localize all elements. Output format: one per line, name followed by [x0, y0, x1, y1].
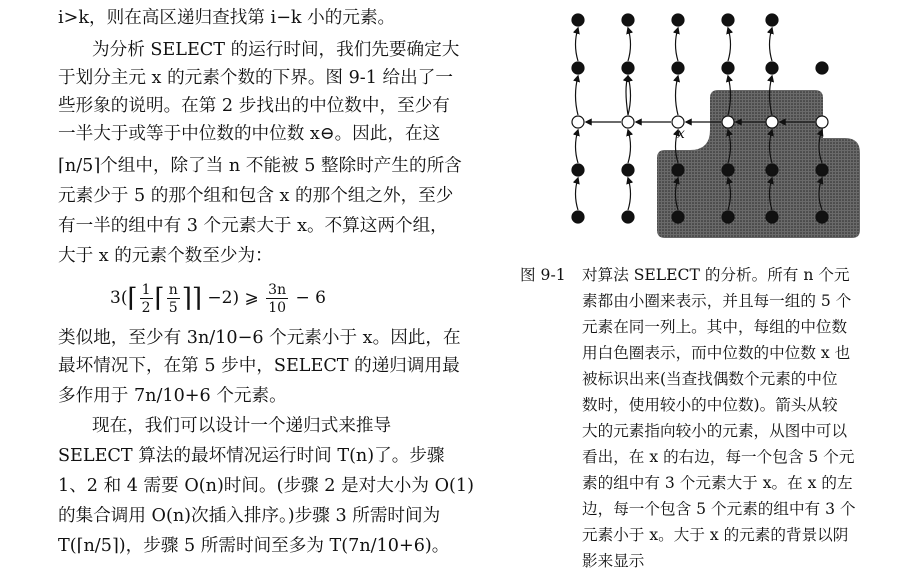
group-median-node — [572, 116, 584, 128]
median-of-medians-label: x — [677, 126, 685, 142]
element-node — [722, 211, 734, 223]
element-node — [722, 14, 734, 26]
comparison-arrow — [676, 76, 679, 115]
text-line: i>k，则在高区递归查找第 i−k 小的元素。 — [58, 8, 396, 28]
element-node — [572, 164, 584, 176]
comparison-arrow — [676, 28, 679, 61]
comparison-arrow — [770, 28, 773, 61]
element-node — [672, 62, 684, 74]
element-node — [572, 14, 584, 26]
group-median-node — [766, 116, 778, 128]
fraction-numerator: 3n — [268, 281, 287, 298]
group-median-node — [622, 116, 634, 128]
text-line: 1、2 和 4 需要 O(n)时间。(步骤 2 是对大小为 O(1) — [58, 476, 474, 496]
text-line: 有一半的组中有 3 个元素大于 x。不算这两个组， — [58, 216, 448, 236]
comparison-arrow — [576, 178, 579, 210]
group-median-node — [722, 116, 734, 128]
caption-line: 大的元素指向较小的元素，从图中可以 — [582, 422, 848, 440]
select-analysis-figure — [560, 10, 904, 260]
caption-line: 被标识出来(当查找偶数个元素的中位 — [582, 370, 838, 388]
text-line: 多作用于 7n/10+6 个元素。 — [58, 386, 287, 406]
caption-line: 影来显示 — [582, 552, 645, 570]
element-node — [622, 211, 634, 223]
caption-line: 素都由小圈来表示，并且每一组的 5 个 — [582, 292, 852, 310]
element-node — [572, 62, 584, 74]
greater-than-x-shaded-region — [657, 90, 860, 238]
element-node — [672, 164, 684, 176]
text-line: 于划分主元 x 的元素个数的下界。图 9-1 给出了一 — [58, 68, 453, 88]
element-node — [766, 62, 778, 74]
text-line: 为分析 SELECT 的运行时间，我们先要确定大 — [92, 40, 460, 60]
text-line: T(⌈n/5⌉)，步骤 5 所需时间至多为 T(7n/10+6)。 — [58, 536, 450, 556]
caption-label: 图 9-1 — [520, 266, 566, 284]
comparison-arrow — [626, 76, 628, 115]
element-node — [816, 164, 828, 176]
lower-bound-formula — [110, 276, 440, 320]
comparison-arrow — [576, 28, 579, 61]
comparison-arrow — [576, 130, 579, 163]
text-line: 元素少于 5 的那个组和包含 x 的那个组之外，至少 — [58, 186, 454, 206]
caption-line: 看出，在 x 的右边，每一个包含 5 个元 — [582, 448, 855, 466]
caption-line: 边，每一个包含 5 个元素的组中有 3 个 — [582, 500, 856, 518]
element-grid-diagram — [560, 10, 904, 260]
formula-rhs-tail: − 6 — [295, 288, 326, 308]
ceil-open-bracket: ⌈ — [127, 283, 138, 314]
comparison-arrow — [728, 28, 731, 61]
comparison-arrow — [576, 76, 579, 115]
element-node — [766, 211, 778, 223]
element-node — [622, 164, 634, 176]
caption-line: 素的组中有 3 个元素大于 x。在 x 的左 — [582, 474, 853, 492]
text-line: 的集合调用 O(n)次插入排序。)步骤 3 所需时间为 — [58, 506, 441, 526]
element-node — [816, 62, 828, 74]
text-line: 类似地，至少有 3n/10−6 个元素小于 x。因此，在 — [58, 328, 461, 348]
ceil-close-bracket: ⌉⌉ — [181, 283, 203, 314]
fraction-3n-over-10 — [266, 283, 288, 315]
ceil-open-bracket: ⌈ — [154, 283, 165, 314]
element-node — [766, 164, 778, 176]
fraction-denominator: 5 — [168, 299, 178, 316]
formula-lead: 3( — [110, 288, 128, 308]
text-line: 现在，我们可以设计一个递归式来推导 — [92, 416, 392, 436]
text-line: 些形象的说明。在第 2 步找出的中位数中，至少有 — [58, 96, 450, 116]
caption-line: 用白色圈表示，而中位数的中位数 x 也 — [582, 344, 851, 362]
element-node — [572, 211, 584, 223]
text-line: 大于 x 的元素个数至少为： — [58, 246, 273, 266]
comparison-arrow — [628, 178, 631, 210]
fraction-numerator: n — [168, 281, 178, 298]
element-node — [672, 14, 684, 26]
element-node — [622, 14, 634, 26]
text-line: 最坏情况下，在第 5 步中，SELECT 的递归调用最 — [58, 356, 460, 376]
fraction-denominator: 10 — [268, 299, 287, 316]
element-node — [722, 62, 734, 74]
fraction-denominator: 2 — [141, 299, 151, 316]
text-line: ⌈n/5⌉个组中，除了当 n 不能被 5 整除时产生的所含 — [58, 156, 462, 176]
text-line: SELECT 算法的最坏情况运行时间 T(n)了。步骤 — [58, 446, 445, 466]
element-node — [816, 211, 828, 223]
comparison-arrow — [628, 76, 631, 115]
group-median-node — [816, 116, 828, 128]
caption-line: 元素小于 x。大于 x 的元素的背景以阴 — [582, 526, 849, 544]
fraction-half — [140, 283, 153, 315]
fraction-n-over-5 — [167, 283, 180, 315]
text-line: 一半大于或等于中位数的中位数 x⊖。因此，在这 — [58, 124, 441, 144]
formula-tail: −2) ⩾ — [207, 288, 259, 308]
fraction-numerator: 1 — [141, 281, 151, 298]
element-node — [722, 164, 734, 176]
caption-line: 元素在同一列上。其中，每组的中位数 — [582, 318, 848, 336]
element-node — [622, 62, 634, 74]
comparison-arrow — [628, 130, 631, 163]
element-node — [672, 211, 684, 223]
caption-line: 对算法 SELECT 的分析。所有 n 个元 — [582, 266, 850, 284]
comparison-arrow — [628, 28, 631, 61]
element-node — [766, 14, 778, 26]
caption-line: 数时，使用较小的中位数)。箭头从较 — [582, 396, 838, 414]
